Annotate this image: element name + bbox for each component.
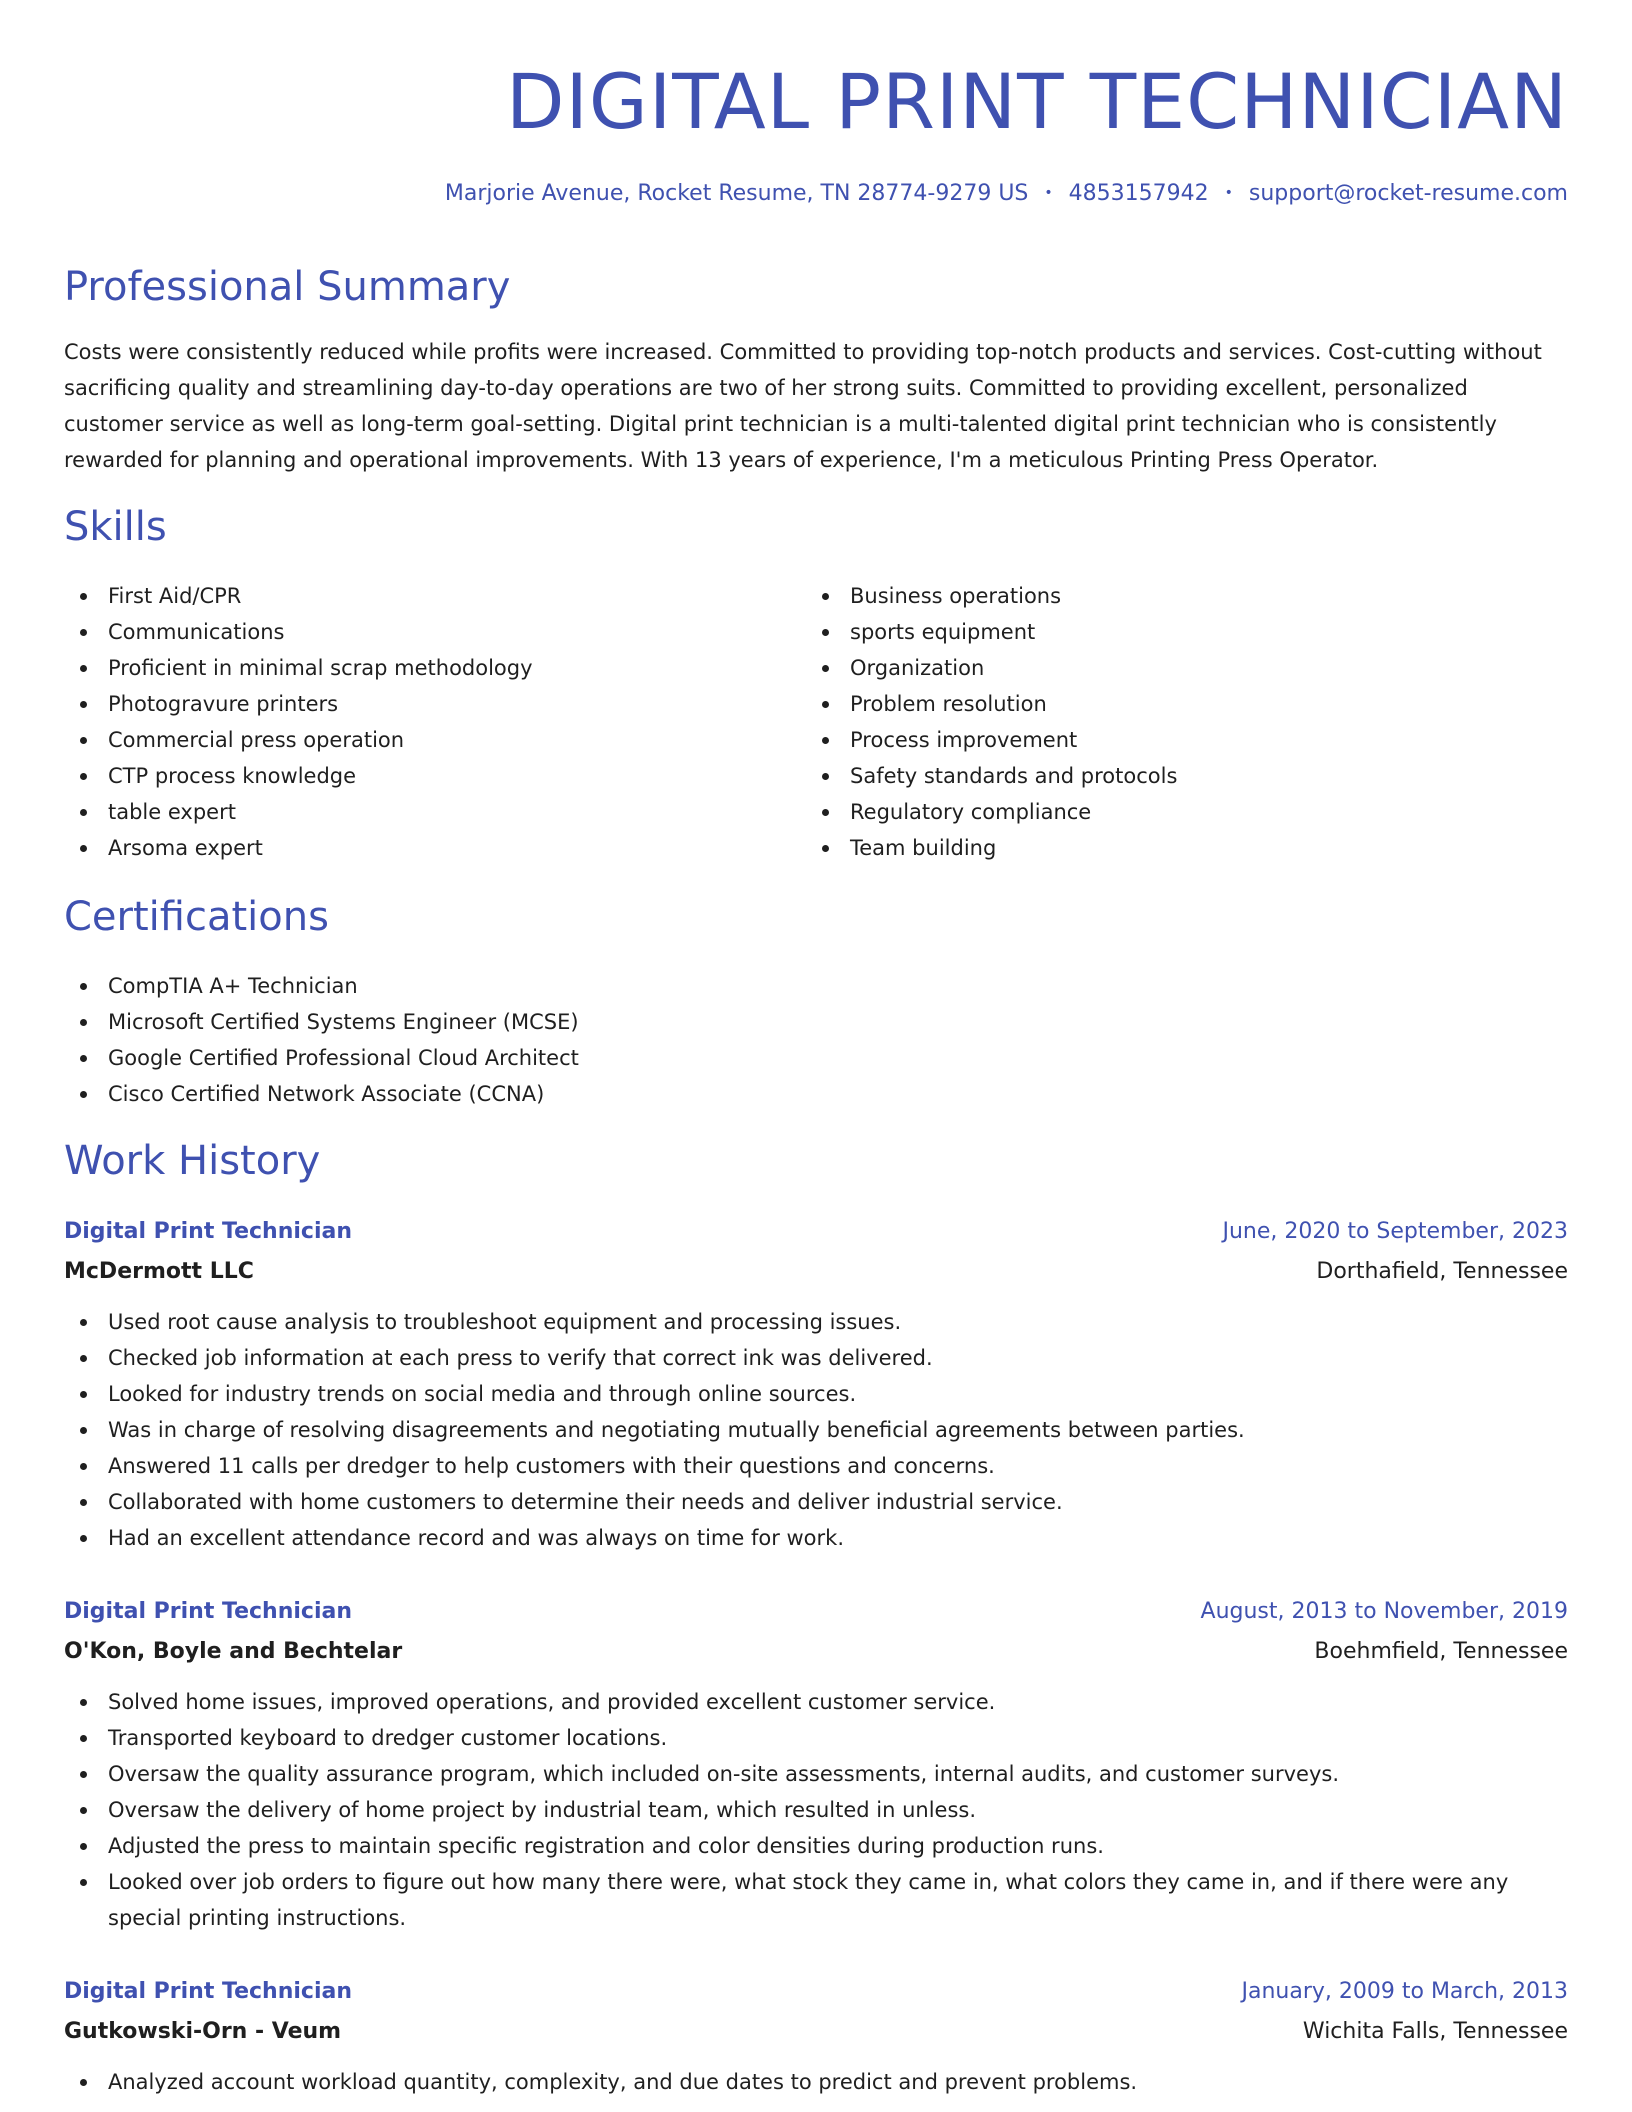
job-location: Wichita Falls, Tennessee (1302, 2019, 1568, 2044)
job-dates: August, 2013 to November, 2019 (1200, 1599, 1568, 1624)
job-bullets (64, 2064, 1568, 2100)
certification-item: CompTIA A+ Technician (64, 968, 1568, 1004)
skill-item: Business operations (806, 578, 1546, 614)
skill-item: table expert (64, 794, 804, 830)
summary-text: Costs were consistently reduced while profits were increased. Committed to providing top-notch products and services. Cost-cutting without sacrificing quality and streamlining day-to-day operations are two of her strong suits. Committed to providing excellent, personalized customer service as well as long-term goal-setting. Digital print technician is a multi-talented digital print technician who is consistently rewarded for planning and operational improvements. With 13 years of experience, I'm a meticulous Printing Press Operator. (64, 340, 1542, 472)
resume-page (64, 0, 1568, 2094)
skill-item: Regulatory compliance (806, 794, 1546, 830)
job-bullet: Adjusted the press to maintain specific registration and color densities during production runs. (64, 1828, 1568, 1864)
certification-item: Microsoft Certified Systems Engineer (MCSE) (64, 1004, 1568, 1040)
skill-item: First Aid/CPR (64, 578, 804, 614)
job-entry (64, 1214, 1568, 1556)
contact-separator-1: • (1044, 185, 1053, 201)
skills-list-left (64, 578, 804, 866)
contact-separator-2: • (1224, 185, 1233, 201)
job-bullet: Was in charge of resolving disagreements and negotiating mutually beneficial agreements between parties. (64, 1412, 1568, 1448)
contact-line (445, 178, 1568, 209)
summary-heading: Professional Summary (64, 264, 511, 310)
job-bullet: Checked job information at each press to verify that correct ink was delivered. (64, 1340, 1568, 1376)
contact-address: Marjorie Avenue, Rocket Resume, TN 28774-9279 US (444, 181, 1029, 206)
job-bullets (64, 1304, 1568, 1556)
skills-list-right (806, 578, 1546, 866)
certification-item: Cisco Certified Network Associate (CCNA) (64, 1076, 1568, 1112)
resume-title: DIGITAL PRINT TECHNICIAN (506, 57, 1568, 146)
job-bullet: Used root cause analysis to troubleshoot equipment and processing issues. (64, 1304, 1568, 1340)
job-bullet: Looked over job orders to figure out how many there were, what stock they came in, what colors they came in, and if there were any special printing instructions. (64, 1864, 1568, 1936)
skill-item: Problem resolution (806, 686, 1546, 722)
job-location: Boehmfield, Tennessee (1314, 1639, 1568, 1664)
skill-item: CTP process knowledge (64, 758, 804, 794)
skill-item: Proficient in minimal scrap methodology (64, 650, 804, 686)
skill-item: sports equipment (806, 614, 1546, 650)
skill-item: Process improvement (806, 722, 1546, 758)
skill-item: Safety standards and protocols (806, 758, 1546, 794)
job-company: O'Kon, Boyle and Bechtelar (64, 1639, 403, 1664)
job-entry (64, 1594, 1568, 1936)
job-bullets (64, 1684, 1568, 1936)
job-bullet: Answered 11 calls per dredger to help customers with their questions and concerns. (64, 1448, 1568, 1484)
certifications-heading: Certifications (64, 894, 329, 940)
skills-heading: Skills (64, 504, 167, 550)
job-title: Digital Print Technician (64, 1599, 353, 1624)
job-company: McDermott LLC (64, 1259, 254, 1284)
skill-item: Arsoma expert (64, 830, 804, 866)
work-history-heading: Work History (64, 1138, 321, 1184)
certification-item: Google Certified Professional Cloud Architect (64, 1040, 1568, 1076)
job-entry (64, 1974, 1568, 2100)
job-location: Dorthafield, Tennessee (1316, 1259, 1568, 1284)
skill-item: Commercial press operation (64, 722, 804, 758)
contact-phone: 4853157942 (1068, 181, 1209, 206)
job-bullet: Analyzed account workload quantity, complexity, and due dates to predict and prevent problems. (64, 2064, 1568, 2100)
skill-item: Team building (806, 830, 1546, 866)
job-title: Digital Print Technician (64, 1979, 353, 2004)
skill-item: Photogravure printers (64, 686, 804, 722)
job-dates: January, 2009 to March, 2013 (1241, 1979, 1568, 2004)
certifications-list (64, 968, 1568, 1112)
skill-item: Communications (64, 614, 804, 650)
job-bullet: Transported keyboard to dredger customer locations. (64, 1720, 1568, 1756)
job-bullet: Had an excellent attendance record and was always on time for work. (64, 1520, 1568, 1556)
job-dates: June, 2020 to September, 2023 (1222, 1219, 1568, 1244)
job-bullet: Oversaw the quality assurance program, which included on-site assessments, internal audits, and customer surveys. (64, 1756, 1568, 1792)
job-bullet: Looked for industry trends on social media and through online sources. (64, 1376, 1568, 1412)
job-company: Gutkowski-Orn - Veum (64, 2019, 342, 2044)
job-title: Digital Print Technician (64, 1219, 353, 1244)
job-bullet: Collaborated with home customers to determine their needs and deliver industrial service. (64, 1484, 1568, 1520)
skill-item: Organization (806, 650, 1546, 686)
contact-email[interactable]: support@rocket-resume.com (1248, 181, 1568, 206)
job-bullet: Solved home issues, improved operations, and provided excellent customer service. (64, 1684, 1568, 1720)
job-bullet: Oversaw the delivery of home project by industrial team, which resulted in unless. (64, 1792, 1568, 1828)
